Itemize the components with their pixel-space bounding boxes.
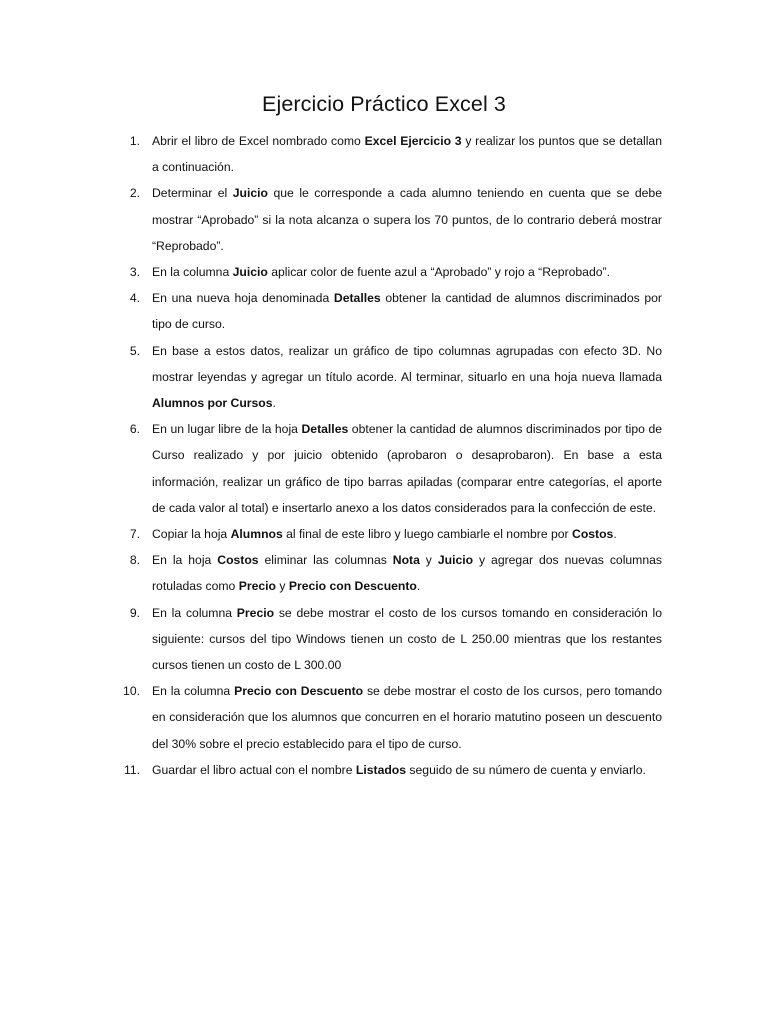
instruction-text-bold: Nota [392,553,420,568]
instruction-number: 11. [123,762,140,777]
instruction-text: Guardar el libro actual con el nombre [152,762,356,777]
instruction-text-bold: Listados [355,762,407,777]
instruction-text-bold: Precio con Descuento [234,684,364,699]
instruction-text: En la hoja [152,553,218,568]
instruction-text: obtener la cantidad de alumnos discriminados por tipo de curso. [152,291,662,332]
instruction-item [112,757,662,783]
instruction-text: En la columna [152,684,235,699]
instruction-number: 3. [129,265,140,280]
instruction-text: se debe mostrar el costo de los cursos, pero tomando en consideración que los alumnos que concurren en el horario matutino poseen un descuento del 30% sobre el precio establecido para el tipo de curso. [152,684,662,751]
instruction-list [112,128,662,783]
instruction-item [112,678,662,757]
instruction-text-bold: Precio [236,605,275,620]
instruction-text-bold: Costos [572,527,614,542]
instruction-item [112,547,662,599]
instruction-text: Abrir el libro de Excel nombrado como [152,134,365,148]
instruction-item [112,259,662,285]
instruction-text-bold: Precio [238,579,276,594]
instruction-text-bold: Juicio [437,553,474,568]
instruction-number: 9. [129,605,140,620]
instruction-number: 10. [123,684,140,699]
instruction-text: En la columna [152,605,237,620]
instruction-text-bold: Juicio [232,265,268,280]
instruction-text: aplicar color de fuente azul a “Aprobado” y rojo a “Reprobado”. [267,265,610,280]
instruction-item [112,600,662,679]
instruction-text-bold: Detalles [301,422,349,437]
instruction-text-bold: Costos [217,553,259,568]
instruction-number: 7. [129,527,140,542]
instruction-number: 8. [129,553,140,568]
instruction-number: 2. [129,186,140,201]
instruction-text: y realizar los puntos que se detallan a continuación. [152,134,662,175]
instruction-item [112,180,662,259]
instruction-number: 6. [129,422,140,437]
instruction-item [112,521,662,547]
instruction-text: Copiar la hoja [152,527,231,542]
instruction-text: al final de este libro y luego cambiarle el nombre por [282,527,573,542]
instruction-item [112,416,662,521]
page-title: Ejercicio Práctico Excel 3 [262,92,506,116]
instruction-text-bold: Excel Ejercicio 3 [364,134,462,148]
instruction-text: eliminar las columnas [258,553,393,568]
instruction-text-bold: Juicio [232,186,268,201]
instruction-text: seguido de su número de cuenta y enviarlo. [406,762,646,777]
instruction-text: y agregar dos nuevas columnas rotuladas como [152,553,662,594]
instruction-item [112,128,662,180]
instruction-text: . [613,527,617,542]
instruction-item [112,338,662,417]
instruction-number: 5. [129,343,140,358]
instruction-text-bold: Alumnos por Cursos [152,396,273,411]
instruction-text: y [419,553,438,568]
instruction-text: En un lugar libre de la hoja [152,422,302,437]
instruction-number: 4. [129,291,140,306]
instruction-number: 1. [129,134,140,148]
instruction-text-bold: Alumnos [230,527,283,542]
instruction-text: y [275,579,289,594]
instruction-text: que le corresponde a cada alumno teniendo en cuenta que se debe mostrar “Aprobado” si la nota alcanza o supera los 70 puntos, de lo contrario deberá mostrar “Reprobado”. [152,186,662,253]
instruction-text: . [272,396,276,411]
instruction-item [112,285,662,337]
instruction-text: En base a estos datos, realizar un gráfico de tipo columnas agrupadas con efecto 3D. No mostrar leyendas y agregar un título acorde. Al terminar, situarlo en una hoja nueva llamada [152,343,662,384]
instruction-text: obtener la cantidad de alumnos discriminados por tipo de Curso realizado y por juicio obtenido (aprobaron o desaprobaron). En base a esta información, realizar un gráfico de tipo barras apiladas (comparar entre categorías, el aporte de cada valor al total) e insertarlo anexo a los datos considerados para la confección de este. [152,422,662,515]
instruction-text-bold: Detalles [333,291,381,306]
instruction-text: En la columna [152,265,233,280]
instruction-text-bold: Precio con Descuento [288,579,417,594]
instruction-text: Determinar el [152,186,233,201]
instruction-text: se debe mostrar el costo de los cursos tomando en consideración lo siguiente: cursos del tipo Windows tienen un costo de L 250.00 mientras que los restantes cursos tienen un costo de L 300.00 [152,605,662,673]
instruction-text: En una nueva hoja denominada [152,291,334,306]
instruction-text: . [416,579,421,594]
